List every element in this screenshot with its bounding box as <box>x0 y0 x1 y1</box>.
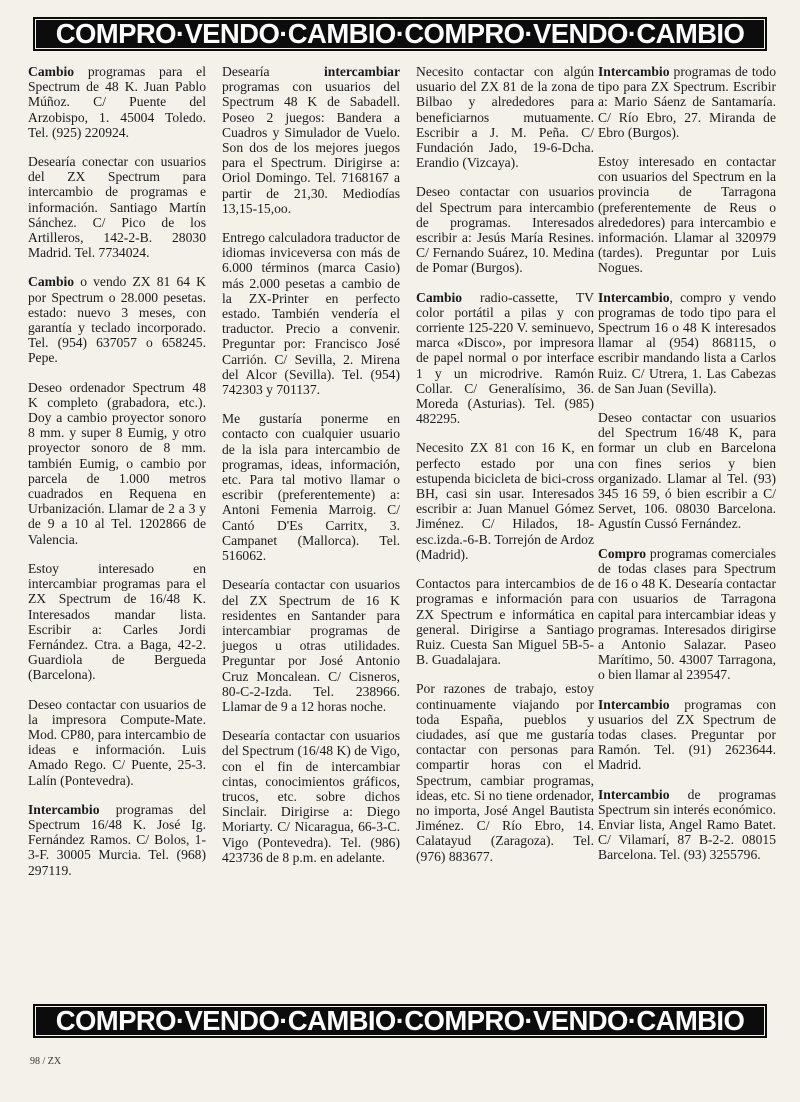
classified-ad <box>28 561 206 683</box>
ad-text: de programas Spectrum sin interés económico. Enviar lista, Angel Ramo Batet. C/ Vilamarí, 87 B-2-2. 08015 Barcelona. Tel. (93) 3255796. <box>598 786 776 863</box>
classified-ad <box>416 184 594 275</box>
ad-text: o vendo ZX 81 64 K por Spectrum o 28.000 pesetas. estado: nuevo 3 meses, con garantía y teclado incorporado. Tel. (954) 637057 o 658245. Pepe. <box>28 274 206 366</box>
banner-top <box>33 17 767 51</box>
ad-text: Desearía <box>222 64 324 79</box>
ad-text: Deseo contactar con usuarios del Spectrum 16/48 K, para formar un club en Barcelona con fines serios y bien organizado. Llamar al Tel. (93) 345 16 59, ó bien escribir a C/ Servet, 106. 08030 Barcelona. Agustín Cussó Fernández. <box>598 410 776 532</box>
ad-text: Deseo contactar con usuarios de la impresora Compute-Mate. Mod. CP80, para intercambio de ideas e información. Luis Amado Rego. C/ Puente, 25-3. Lalín (Pontevedra). <box>28 696 206 788</box>
page-folio: 98 / ZX <box>30 1056 62 1067</box>
ad-text: Entrego calculadora traductor de idiomas inviceversa con más de 6.000 términos (marca Casio) más 2.000 pesetas a cambio de la ZX-Printer en perfecto estado. También vendería el traductor. Precio a convenir. Preguntar por: Francisco José Carrión. C/ Sevilla, 2. Mirena del Alcor (Sevilla). Tel. (954) 742303 y 701137. <box>222 230 400 398</box>
classified-ad <box>598 290 776 396</box>
classified-ad <box>598 410 776 532</box>
banner-bottom <box>33 1004 767 1038</box>
classified-ad <box>222 230 400 397</box>
column-4 <box>598 64 776 877</box>
ad-text: programas comerciales de todas clases para Spectrum de 16 o 48 K. Desearía contactar con usuarios de Tarragona capital para intercambiar ideas y programas. Interesados dirigirse a Antonio Salazar. Paseo Marítimo, 50. 43007 Tarragona, o bien llamar al 239547. <box>598 545 776 683</box>
classified-ad <box>416 440 594 562</box>
ad-text: Deseo ordenador Spectrum 48 K completo (grabadora, etc.). Doy a cambio proyector sonoro 8 mm. y super 8 Eumig, y otro proyector sonoro de 8 mm. también Eumig, o cambio por parcela de 1.000 metros cuadrados en Requena en Urbanización. Llamar de 2 a 3 y de 9 a 10 al Tel. 1202866 de Valencia. <box>28 379 206 547</box>
ad-text: Estoy interesado en contactar con usuarios del Spectrum en la provincia de Tarragona (preferentemente de Reus o alrededores) para intercambio e información. Llamar al 320979 (tardes). Preguntar por Luis Nogues. <box>598 154 776 276</box>
ad-text: Deseo contactar con usuarios del Spectrum para intercambio de programas. Interesados escribir a: Jesús María Resines. C/ Fernando Suárez, 10. Medina de Pomar (Burgos). <box>416 184 594 276</box>
ad-keyword: Intercambio <box>598 289 670 305</box>
classified-ad <box>416 576 594 667</box>
classified-ad <box>598 787 776 863</box>
ad-keyword: Cambio <box>416 289 463 305</box>
ad-keyword: Cambio <box>28 64 75 79</box>
ad-text: programas con usuarios del Spectrum 48 K de Sabadell. Poseo 2 juegos: Bandera a Cuadros y Simulador de Vuelo. Son dos de los mejores juegos para el Spectrum. Dirigirse a: Oriol Domingo. Tel. 7168167 a partir de 21,30. Mediodías 13,15-15,oo. <box>222 79 400 216</box>
classified-ad <box>28 380 206 547</box>
ad-text: Por razones de trabajo, estoy continuamente viajando por toda España, pueblos y ciudades, así que me gustaría contactar con personas para compartir horas con el Spectrum, cambiar programas, ideas, etc. Si no tiene ordenador, no importa, José Angel Bautista Jiménez. C/ Río Ebro, 14. Calatayud (Zaragoza). Tel. (976) 883677. <box>416 681 594 864</box>
ad-keyword: Cambio <box>28 274 75 290</box>
classified-ad <box>222 577 400 714</box>
ad-text: radio-cassette, TV color portátil a pilas y con corriente 125-220 V. seminuevo, marca «Disco», por impresora de papel normal o por interface 1 y un microdrive. Ramón Collar. C/ Generalísimo, 36. Moreda (Asturias). Tel. (985) 482295. <box>416 289 594 427</box>
classified-ad <box>416 64 594 170</box>
ad-text: Desearía contactar con usuarios del Spectrum (16/48 K) de Vigo, con el fin de intercambiar cintas, conocimientos gráficos, trucos, etc. sobre dichos Sinclair. Dirigirse a: Diego Moriarty. C/ Nicaragua, 66-3-C. Vigo (Pontevedra). Tel. (986) 423736 de 8 p.m. en adelante. <box>222 728 400 865</box>
classified-ad <box>598 154 776 276</box>
ad-text: programas con usuarios del ZX Spectrum de todas clases. Preguntar por Ramón. Tel. (91) 2623644. Madrid. <box>598 696 776 773</box>
ad-text: Me gustaría ponerme en contacto con cualquier usuario de la isla para intercambio de programas, ideas, información, etc. Para tal motivo llamar o escribir (preferentemente) a: Antoni Femenia Marroig. C/ Cantó D'Es Carritx, 3. Campanet (Mallorca). Tel. 516062. <box>222 411 400 564</box>
ad-text: Contactos para intercambios de programas e información para ZX Spectrum e informática en general. Dirigirse a Santiago Ruiz. Cuesta San Miguel 5B-5-B. Guadalajara. <box>416 576 594 668</box>
classified-ad <box>416 290 594 427</box>
banner-bottom-text: COMPRO·VENDO·CAMBIO·COMPRO·VENDO·CAMBIO <box>55 1005 745 1036</box>
classified-ad <box>222 411 400 563</box>
classified-ad <box>28 697 206 788</box>
classified-ad <box>222 728 400 865</box>
classified-ad <box>28 802 206 878</box>
column-1 <box>28 64 206 892</box>
column-2 <box>222 64 400 879</box>
ad-text: programas de todo tipo para ZX Spectrum. Escribir a: Mario Sáenz de Santamaría. C/ Río Ebro, 27. Miranda de Ebro (Burgos). <box>598 64 776 140</box>
ad-text: Necesito contactar con algún usuario del ZX 81 de la zona de Bilbao y alrededores para beneficiarnos mutuamente. Escribir a J. M. Peña. C/ Fundación Jado, 19-6-Dcha. Erandio (Vizcaya). <box>416 64 594 171</box>
ad-text: programas del Spectrum 16/48 K. José Ig. Fernández Ramos. C/ Bolos, 1-3-F. 30005 Murcia. Tel. (968) 297119. <box>28 801 206 878</box>
classified-ad <box>598 546 776 683</box>
classified-ad <box>28 64 206 140</box>
classified-ad <box>598 697 776 773</box>
ad-keyword: Intercambio <box>598 786 670 802</box>
ad-text: Estoy interesado en intercambiar programas para el ZX Spectrum de 16/48 K. Interesados mandar lista. Escribir a: Carles Jordi Fernández. Ctra. a Baga, 42-2. Guardiola de Bergueda (Barcelona). <box>28 560 206 683</box>
ad-text: Desearía contactar con usuarios del ZX Spectrum de 16 K residentes en Santander para intercambiar programas de juegos u otras utilidades. Preguntar por José Antonio Cruz Moncalean. C/ Cisneros, 80-C-2-Izda. Tel. 238966. Llamar de 9 a 12 horas noche. <box>222 577 400 714</box>
ad-keyword: Compro <box>598 545 647 561</box>
column-3 <box>416 64 594 878</box>
ad-text: programas para el Spectrum de 48 K. Juan Pablo Múñoz. C/ Puente del Arzobispo, 1. 45004 Toledo. Tel. (925) 220924. <box>28 64 206 140</box>
ad-keyword: Intercambio <box>28 801 100 817</box>
ad-text: , compro y vendo programas de todo tipo para el Spectrum 16 o 48 K interesados llamar al (954) 868115, o escribir mandando lista a Carlos Ruiz. C/ Utrera, 1. Las Cabezas de San Juan (Sevilla). <box>598 289 776 396</box>
classified-ad <box>28 274 206 365</box>
ad-keyword: Intercambio <box>598 696 670 712</box>
classified-ad <box>598 64 776 140</box>
ad-keyword: intercambiar <box>323 64 400 79</box>
classified-ad <box>222 64 400 216</box>
ad-keyword: Intercambio <box>598 64 670 79</box>
classified-ad <box>28 154 206 260</box>
ad-text: Desearía conectar con usuarios del ZX Spectrum para intercambio de programas e información. Santiago Martín Sánchez. C/ Pico de los Artilleros, 142-2-B. 28030 Madrid. Tel. 7734024. <box>28 154 206 261</box>
banner-top-text: COMPRO·VENDO·CAMBIO·COMPRO·VENDO·CAMBIO <box>55 18 745 49</box>
ad-text: Necesito ZX 81 con 16 K, en perfecto estado por una estupenda bicicleta de bici-cross BH, casi sin usar. Interesados escribir a: Juan Manuel Gómez Jiménez. C/ Hilados, 18-esc.izda.-6-B. Torrejón de Ardoz (Madrid). <box>416 440 594 562</box>
classified-ad <box>416 681 594 863</box>
